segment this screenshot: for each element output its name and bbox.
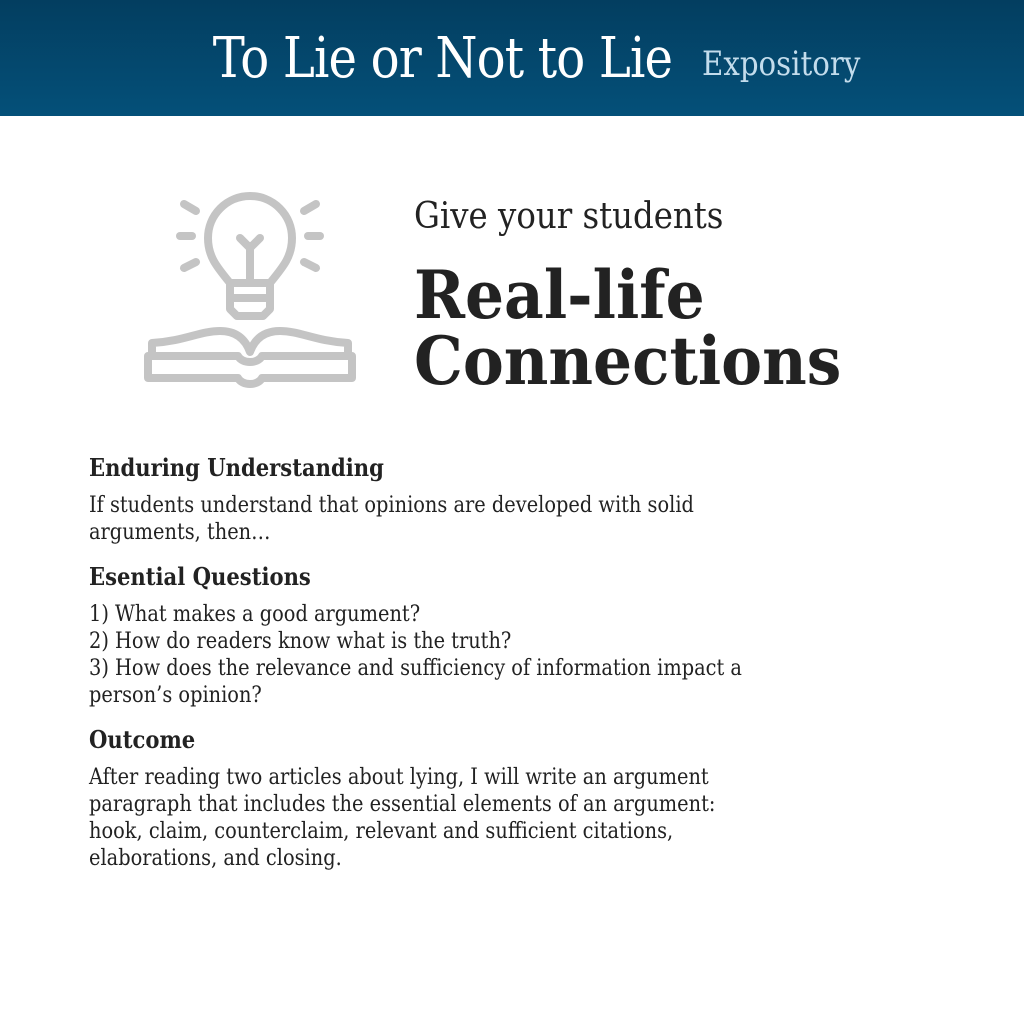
genre-label: Expository: [701, 44, 861, 84]
text-line: paragraph that includes the essential elements of an argument:: [89, 792, 716, 817]
hero-title: [414, 256, 842, 400]
question-list: [89, 601, 881, 709]
question-item: 2) How do readers know what is the truth?: [89, 629, 512, 654]
section-heading: Enduring Understanding: [89, 453, 384, 482]
text-line: hook, claim, counterclaim, relevant and sufficient citations,: [89, 819, 674, 844]
question-item: 3) How does the relevance and sufficiency of information impact a: [89, 656, 742, 681]
page-title: To Lie or Not to Lie: [212, 25, 672, 91]
hero-title-line-2: Connections: [414, 322, 842, 400]
text-line: elaborations, and closing.: [89, 846, 342, 871]
section-heading: Esential Questions: [89, 562, 311, 591]
text-line: After reading two articles about lying, I will write an argument: [89, 765, 709, 790]
text-line: If students understand that opinions are developed with solid: [89, 493, 694, 518]
question-item: 1) What makes a good argument?: [89, 602, 421, 627]
lightbulb-book-icon: [140, 186, 360, 401]
text-line: arguments, then…: [89, 520, 271, 545]
essential-questions-section: [89, 562, 889, 709]
lesson-content: [89, 453, 889, 888]
hero-intro: Give your students: [414, 196, 724, 237]
section-heading: Outcome: [89, 725, 196, 754]
question-item: person’s opinion?: [89, 683, 262, 708]
section-body: [89, 492, 881, 546]
enduring-understanding-section: [89, 453, 889, 546]
hero-title-line-1: Real-life: [414, 256, 705, 334]
title-banner: [0, 0, 1024, 116]
section-body: [89, 764, 881, 872]
outcome-section: [89, 725, 889, 872]
